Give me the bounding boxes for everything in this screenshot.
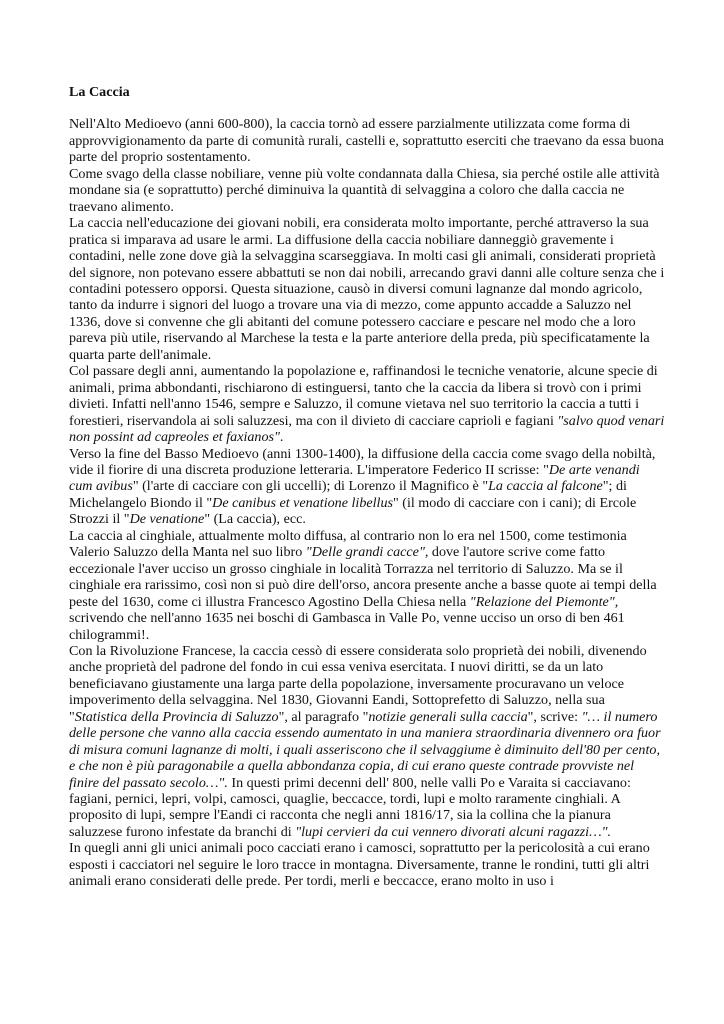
text-run: Come svago della classe nobiliare, venne più volte condannata dalla Chiesa, sia perché ostile alle attività mondane sia (e soprattutto) perché diminuiva la quantità di selvaggina a coloro che dalla caccia ne traevano alimento. — [69, 165, 660, 215]
italic-text: notizie generali sulla caccia — [368, 708, 528, 725]
document-page — [69, 84, 665, 890]
text-run: Nell'Alto Medioevo (anni 600-800), la caccia tornò ad essere parzialmente utilizzata come forma di approvvigionamento da parte di comunità rurali, castelli e, soprattutto eserciti che traevano da essa buona parte del proprio sostentamento. — [69, 116, 664, 166]
italic-text: "Delle grandi cacce", — [305, 544, 429, 561]
italic-text: De canibus et venatione libellus — [212, 494, 393, 511]
text-run: "; di Michelangelo Biondo il " — [69, 478, 627, 511]
italic-text: "salvo quod venari non possint ad capreoles et faxianos" — [69, 412, 665, 446]
italic-text: "… il numero delle persone che vanno alla caccia essendo aumentato in una maniera straordinaria divennero ora fuor di misura comuni lagnanze di molti, i quali asseriscono che il selvaggiume è diminuito dell'80 per cento, e che non è più paragonabile a quella abbondanza copia, di cui erano queste contrade provviste nel finire del passato secolo…". — [69, 708, 661, 791]
text-run: In quegli anni gli unici animali poco cacciati erano i camosci, soprattutto per la pericolosità a cui erano esposti i cacciatori nel seguire le loro tracce in montagna. Diversamente, tranne le rondini, tutti gli altri animali erano considerati delle prede. Per tordi, merli e beccacce, erano molto in uso i — [69, 840, 650, 890]
text-run: scrivendo che nell'anno 1635 nei boschi di Gambasca in Valle Po, venne ucciso un orso di ben 461 chilogrammi!. — [69, 610, 625, 643]
text-run: " (La caccia), ecc. — [204, 511, 306, 528]
paragraph — [69, 840, 665, 889]
paragraph — [69, 643, 665, 840]
paragraph — [69, 528, 665, 643]
text-run: Col passare degli anni, aumentando la popolazione e, raffinandosi le tecniche venatorie, alcune specie di animali, prima abbondanti, rischiarono di estinguersi, tanto che la caccia da libera si trovò con i primi divieti. Infatti nell'anno 1546, sempre e Saluzzo, il comune vietava nel suo territorio la caccia a tutti i forestieri, riservandola ai soli saluzzesi, ma con il divieto di cacciare caprioli e fagiani — [69, 363, 658, 429]
document-title: La Caccia — [69, 84, 130, 100]
paragraph — [69, 363, 665, 445]
italic-text: De venatione — [129, 511, 205, 528]
text-run: ", al paragrafo " — [278, 708, 369, 725]
document-body — [69, 116, 665, 889]
italic-text: Statistica della Provincia di Saluzzo — [74, 708, 279, 725]
text-run: In questi primi decenni dell' 800, nelle valli Po e Varaita si cacciavano: fagiani, pernici, lepri, volpi, camosci, quaglie, beccacce, tordi, lupi e molto raramente cinghiali. A proposito di lupi, sempre l'Eandi ci racconta che negli anni 1816/17, sia la collina che la pianura saluzzese furono infestate da branchi di — [69, 774, 631, 840]
text-run: " (l'arte di cacciare con gli uccelli); di Lorenzo il Magnifico è " — [132, 478, 489, 495]
text-run: Verso la fine del Basso Medioevo (anni 1300-1400), la diffusione della caccia come svago della nobiltà, vide il fiorire di una discreta produzione letteraria. L'imperatore Federico II scrisse: " — [69, 445, 656, 478]
italic-text: "Relazione del Piemonte", — [469, 593, 619, 610]
text-run: La caccia al cinghiale, attualmente molto diffusa, al contrario non lo era nel 1500, come testimonia Valerio Saluzzo della Manta nel suo libro — [69, 527, 627, 561]
paragraph — [69, 116, 665, 165]
text-run: " (il modo di cacciare con i cani); di Ercole Strozzi il " — [69, 494, 637, 528]
italic-text: "lupi cervieri da cui vennero divorati alcuni ragazzi…". — [295, 823, 612, 840]
paragraph — [69, 446, 665, 528]
paragraph — [69, 166, 665, 215]
paragraph — [69, 215, 665, 363]
italic-text: De arte venandi cum avibus — [69, 461, 640, 495]
text-run: ", scrive: — [527, 708, 582, 725]
text-run: La caccia nell'educazione dei giovani nobili, era considerata molto importante, perché attraverso la sua pratica si imparava ad usare le armi. La diffusione della caccia nobiliare danneggiò gravemente i contadini, nelle zone dove già la selvaggina scarseggiava. In molti casi gli animali, considerati proprietà del signore, non potevano essere abbattuti se non dai nobili, arrecando gravi danni alle colture senza che i contadini potessero opporsi. Questa situazione, causò in diversi comuni lagnanze dal mondo agricolo, tanto da indurre i signori del luogo a trovare una via di mezzo, come appunto accadde a Saluzzo nel 1336, dove si convenne che gli abitanti del comune potessero cacciare e pescare nel modo che a loro pareva più utile, riservando al Marchese la testa e la parte anteriore della preda, più specificatamente la quarta parte dell'animale. — [69, 215, 665, 363]
text-run: . — [279, 429, 284, 446]
italic-text: La caccia al falcone — [488, 478, 603, 495]
text-run: Con la Rivoluzione Francese, la caccia cessò di essere considerata solo proprietà dei nobili, divenendo anche proprietà del padrone del fondo in cui essa veniva esercitata. I nuovi diritti, se da un lato beneficiavano giustamente una larga parte della popolazione, inversamente procuravano un veloce impoverimento della selvaggina. Nel 1830, Giovanni Eandi, Sottoprefetto di Saluzzo, nella sua " — [69, 642, 647, 725]
text-run: dove l'autore scrive come fatto eccezionale l'aver ucciso un grosso cinghiale in località Torrazza nel territorio di Saluzzo. Ma se il cinghiale era rarissimo, così non si può dire dell'orso, ancora presente anche a basse quote ai tempi della peste del 1630, come ci illustra Francesco Agostino Della Chiesa nella — [69, 544, 657, 610]
